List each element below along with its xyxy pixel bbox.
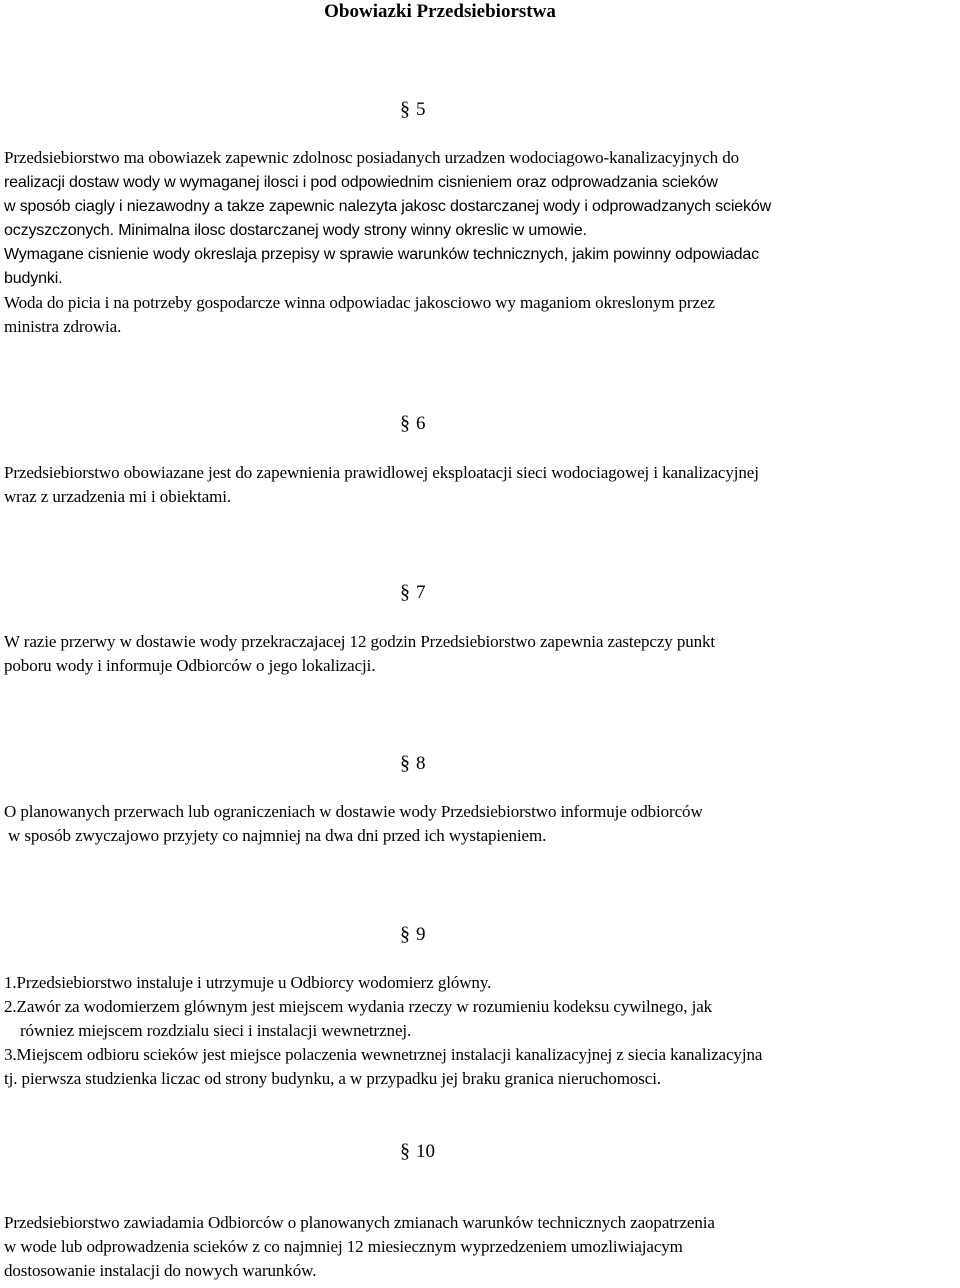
section-heading-9 <box>400 922 426 947</box>
section-10-line: dostosowanie instalacji do nowych warunków. <box>4 1261 317 1280</box>
section-6-line: wraz z urzadzenia mi i obiektami. <box>4 487 232 506</box>
section-heading-8 <box>400 751 426 776</box>
section-number: 7 <box>416 582 426 603</box>
section-5-line: oczyszczonych. Minimalna ilosc dostarczanej wody strony winny okreslic w umowie. <box>4 222 587 239</box>
section-symbol: § <box>400 752 410 774</box>
section-8-line: O planowanych przerwach lub ograniczeniach w dostawie wody Przedsiebiorstwo informuje odbiorców <box>4 802 703 821</box>
section-5-line: budynki. <box>4 270 63 287</box>
section-6-line: Przedsiebiorstwo obowiazane jest do zapewnienia prawidlowej eksploatacji sieci wodociagowej i kanalizacyjnej <box>4 463 759 482</box>
section-number: 9 <box>416 924 426 945</box>
section-9-line: tj. pierwsza studzienka liczac od strony budynku, a w przypadku jej braku granica nieruchomosci. <box>4 1069 661 1088</box>
section-5-line: Wymagane cisnienie wody okreslaja przepisy w sprawie warunków technicznych, jakim powinny odpowiadac <box>4 246 759 263</box>
section-5-line: ministra zdrowia. <box>4 317 122 336</box>
section-symbol: § <box>400 412 410 434</box>
section-5-line: w sposób ciagly i niezawodny a takze zapewnic nalezyta jakosc dostarczanej wody i odprowadzanych scieków <box>4 198 772 215</box>
section-5-line: realizacji dostaw wody w wymaganej ilosci i pod odpowiednim cisnieniem oraz odprowadzania scieków <box>4 174 718 191</box>
section-9-line: 3.Miejscem odbioru scieków jest miejsce polaczenia wewnetrznej instalacji kanalizacyjnej z siecia kanalizacyjna <box>4 1045 763 1064</box>
section-symbol: § <box>400 923 410 945</box>
document-title: Obowiazki Przedsiebiorstwa <box>324 1 556 22</box>
section-symbol: § <box>400 581 410 603</box>
section-number: 8 <box>416 753 426 774</box>
section-5-line: Przedsiebiorstwo ma obowiazek zapewnic zdolnosc posiadanych urzadzen wodociagowo-kanalizacyjnych do <box>4 148 739 167</box>
section-9-line: równiez miejscem rozdzialu sieci i instalacji wewnetrznej. <box>20 1021 412 1040</box>
section-heading-10 <box>400 1139 435 1164</box>
section-symbol: § <box>400 1140 410 1162</box>
section-number: 10 <box>416 1141 435 1162</box>
section-10-line: Przedsiebiorstwo zawiadamia Odbiorców o planowanych zmianach warunków technicznych zaopatrzenia <box>4 1213 715 1232</box>
section-9-line: 2.Zawór za wodomierzem glównym jest miejscem wydania rzeczy w rozumieniu kodeksu cywilnego, jak <box>4 997 713 1016</box>
section-5-line: Woda do picia i na potrzeby gospodarcze winna odpowiadac jakosciowo wy maganiom okreslonym przez <box>4 293 715 312</box>
section-number: 6 <box>416 413 426 434</box>
section-number: 5 <box>416 99 426 120</box>
section-heading-7 <box>400 580 426 605</box>
section-10-line: w wode lub odprowadzenia scieków z co najmniej 12 miesiecznym wyprzedzeniem umozliwiajacym <box>4 1237 683 1256</box>
section-heading-5 <box>400 97 426 122</box>
section-7-line: poboru wody i informuje Odbiorców o jego lokalizacji. <box>4 656 376 675</box>
section-symbol: § <box>400 98 410 120</box>
section-heading-6 <box>400 411 426 436</box>
section-8-line: w sposób zwyczajowo przyjety co najmniej na dwa dni przed ich wystapieniem. <box>8 826 547 845</box>
section-9-line: 1.Przedsiebiorstwo instaluje i utrzymuje u Odbiorcy wodomierz glówny. <box>4 973 492 992</box>
section-7-line: W razie przerwy w dostawie wody przekraczajacej 12 godzin Przedsiebiorstwo zapewnia zastepczy punkt <box>4 632 716 651</box>
